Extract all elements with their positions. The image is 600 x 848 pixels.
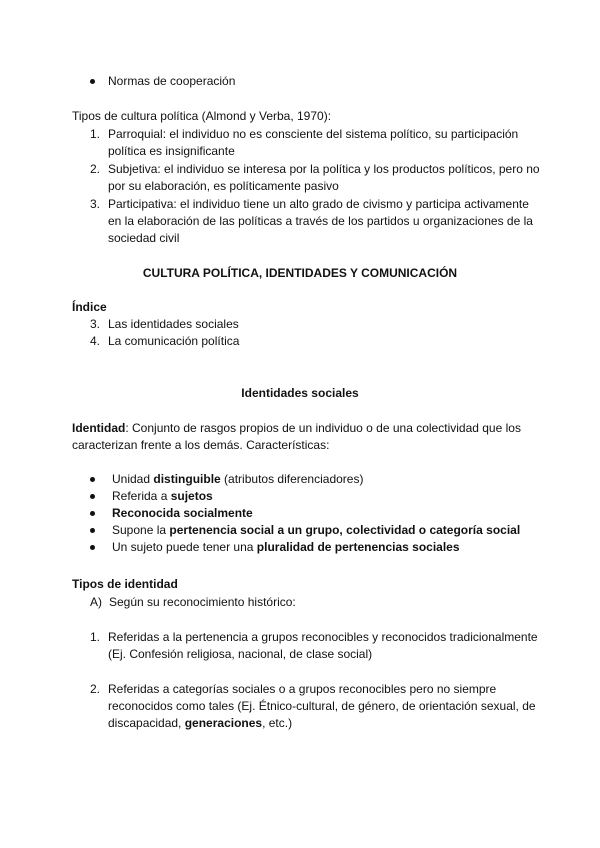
- characteristic-bold: sujetos: [170, 489, 213, 503]
- list-number: 2.: [90, 162, 101, 176]
- list-item-line: (Ej. Confesión religiosa, nacional, de clase social): [108, 647, 373, 661]
- sub-label: Según su reconocimiento histórico:: [109, 595, 296, 609]
- characteristic-pre: Supone la: [112, 523, 170, 537]
- bullet-icon: [90, 528, 95, 533]
- characteristic-bold: pluralidad de pertenencias sociales: [256, 540, 460, 554]
- bullet-icon: [90, 79, 95, 84]
- list-number: 1.: [90, 127, 101, 141]
- indice-heading: Índice: [72, 300, 107, 314]
- section-title: Identidades sociales: [241, 386, 359, 400]
- list-item-line: [108, 715, 292, 731]
- list-number: 1.: [90, 630, 101, 644]
- definition-text: : Conjunto de rasgos propios de un individuo o de una colectividad que los: [125, 421, 521, 435]
- list-item-line: en la elaboración de las políticas a través de los partidos u organizaciones de la: [108, 214, 533, 228]
- page-title: CULTURA POLÍTICA, IDENTIDADES Y COMUNICACIÓN: [142, 266, 458, 280]
- definition-term: Identidad: [72, 421, 126, 435]
- characteristic-pre: Referida a: [112, 489, 171, 503]
- bullet-icon: [90, 494, 95, 499]
- list-item-line: política es insignificante: [108, 144, 235, 158]
- bullet-text: Normas de cooperación: [108, 74, 236, 88]
- list-item-line: por su elaboración, es políticamente pasivo: [108, 179, 339, 193]
- list-item-line: Subjetiva: el individuo se interesa por la política y los productos políticos, pero no: [108, 162, 540, 176]
- list-item-line: Parroquial: el individuo no es consciente del sistema político, su participación: [108, 127, 519, 141]
- characteristic-item: [112, 539, 460, 555]
- section-heading: Tipos de cultura política (Almond y Verba, 1970):: [72, 109, 332, 123]
- list-item-line: sociedad civil: [108, 231, 180, 245]
- list-item-line: Participativa: el individuo tiene un alto grado de civismo y participa activamente: [108, 197, 529, 211]
- line-bold: generaciones: [184, 716, 263, 730]
- list-item-line: Referidas a categorías sociales o a grupos reconocibles pero no siempre: [108, 682, 497, 696]
- characteristic-bold: pertenencia social a un grupo, colectividad o categoría social: [169, 523, 521, 537]
- definition-line: [72, 420, 521, 436]
- line-pre: discapacidad,: [108, 716, 185, 730]
- list-number: 4.: [90, 334, 101, 348]
- list-number: 3.: [90, 317, 101, 331]
- sub-letter: A): [90, 595, 102, 609]
- definition-line: caracterizan frente a los demás. Características:: [72, 438, 330, 452]
- characteristic-item: [112, 488, 213, 504]
- line-post: , etc.): [262, 716, 293, 730]
- list-number: 3.: [90, 197, 101, 211]
- list-item-line: Referidas a la pertenencia a grupos reconocibles y reconocidos tradicionalmente: [108, 630, 538, 644]
- characteristic-post: (atributos diferenciadores): [220, 472, 364, 486]
- bullet-icon: [90, 477, 95, 482]
- tipos-heading: Tipos de identidad: [72, 577, 178, 591]
- characteristic-bold: distinguible: [153, 472, 221, 486]
- characteristic-pre: Unidad: [112, 472, 154, 486]
- characteristic-item: [112, 471, 363, 487]
- list-number: 2.: [90, 682, 101, 696]
- bullet-icon: [90, 545, 95, 550]
- list-item-line: reconocidos como tales (Ej. Étnico-cultural, de género, de orientación sexual, de: [108, 699, 536, 713]
- characteristic-item: [112, 522, 520, 538]
- characteristic-bold: Reconocida socialmente: [112, 506, 253, 520]
- characteristic-item: [112, 505, 253, 521]
- characteristic-pre: Un sujeto puede tener una: [112, 540, 257, 554]
- bullet-icon: [90, 511, 95, 516]
- indice-item: La comunicación política: [108, 334, 240, 348]
- indice-item: Las identidades sociales: [108, 317, 239, 331]
